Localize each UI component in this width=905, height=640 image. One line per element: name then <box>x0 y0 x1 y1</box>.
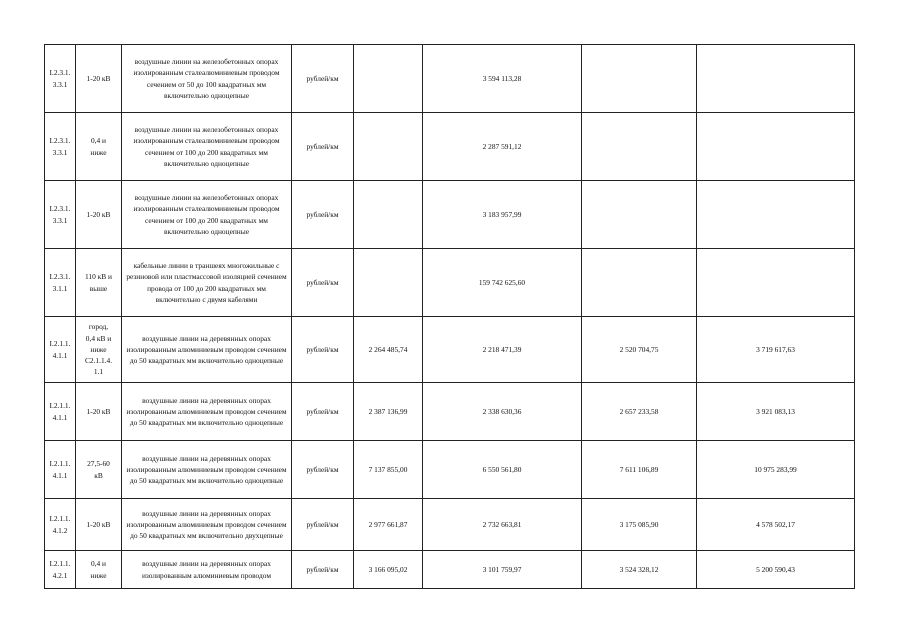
row-value-1 <box>354 113 423 181</box>
row-description: воздушные линии на деревянных опорах изолированным алюминиевым проводом сечением до 50 квадратных мм включительно одноцепные <box>122 441 292 499</box>
row-value-4: 5 200 590,43 <box>697 551 855 589</box>
row-value-3 <box>582 45 697 113</box>
row-value-3: 3 175 085,90 <box>582 499 697 551</box>
row-unit: рублей/км <box>292 249 354 317</box>
table-row <box>45 441 855 499</box>
row-code: I.2.3.1. 3.3.1 <box>45 45 76 113</box>
row-unit: рублей/км <box>292 317 354 383</box>
row-value-3: 2 520 704,75 <box>582 317 697 383</box>
row-unit: рублей/км <box>292 383 354 441</box>
row-value-4: 3 921 083,13 <box>697 383 855 441</box>
table-row <box>45 383 855 441</box>
row-value-3 <box>582 113 697 181</box>
row-value-4 <box>697 45 855 113</box>
row-description: воздушные линии на деревянных опорах изолированным алюминиевым проводом сечением до 50 квадратных мм включительно одноцепные <box>122 383 292 441</box>
row-voltage: 1-20 кВ <box>76 181 122 249</box>
row-voltage: 1-20 кВ <box>76 45 122 113</box>
row-value-1: 7 137 855,00 <box>354 441 423 499</box>
row-value-1 <box>354 181 423 249</box>
row-value-4 <box>697 113 855 181</box>
row-value-1: 2 977 661,87 <box>354 499 423 551</box>
row-unit: рублей/км <box>292 551 354 589</box>
row-description: воздушные линии на железобетонных опорах изолированным сталеалюминиевым проводом сечением от 50 до 100 квадратных мм включительно одноцепные <box>122 45 292 113</box>
row-unit: рублей/км <box>292 113 354 181</box>
table-row <box>45 113 855 181</box>
row-value-2: 6 550 561,80 <box>423 441 582 499</box>
row-description: воздушные линии на железобетонных опорах изолированным сталеалюминиевым проводом сечением от 100 до 200 квадратных мм включительно одноцепные <box>122 181 292 249</box>
row-code: I.2.1.1. 4.1.2 <box>45 499 76 551</box>
row-unit: рублей/км <box>292 441 354 499</box>
row-code: I.2.3.1. 3.3.1 <box>45 181 76 249</box>
row-description: воздушные линии на деревянных опорах изолированным алюминиевым проводом <box>122 551 292 589</box>
row-voltage: 0,4 и ниже <box>76 113 122 181</box>
row-value-4: 4 578 502,17 <box>697 499 855 551</box>
row-value-3: 3 524 328,12 <box>582 551 697 589</box>
row-value-2: 3 183 957,99 <box>423 181 582 249</box>
row-value-3 <box>582 249 697 317</box>
row-value-4 <box>697 181 855 249</box>
table-row <box>45 249 855 317</box>
row-code: I.2.1.1. 4.1.1 <box>45 317 76 383</box>
row-voltage: 1-20 кВ <box>76 499 122 551</box>
row-value-1 <box>354 249 423 317</box>
row-code: I.2.1.1. 4.1.1 <box>45 383 76 441</box>
row-value-2: 2 732 663,81 <box>423 499 582 551</box>
row-unit: рублей/км <box>292 499 354 551</box>
row-voltage: 0,4 и ниже <box>76 551 122 589</box>
row-voltage: 27,5-60 кВ <box>76 441 122 499</box>
row-value-2: 2 218 471,39 <box>423 317 582 383</box>
row-value-4: 3 719 617,63 <box>697 317 855 383</box>
row-value-2: 2 338 630,36 <box>423 383 582 441</box>
row-description: воздушные линии на железобетонных опорах изолированным сталеалюминиевым проводом сечением от 100 до 200 квадратных мм включительно одноцепные <box>122 113 292 181</box>
table-row <box>45 181 855 249</box>
table-row <box>45 45 855 113</box>
row-value-2: 3 594 113,28 <box>423 45 582 113</box>
row-value-1: 2 264 485,74 <box>354 317 423 383</box>
row-description: кабельные линии в траншеях многожильные с резиновой или пластмассовой изоляцией сечением провода от 100 до 200 квадратных мм включительно с двумя кабелями <box>122 249 292 317</box>
row-code: I.2.3.1. 3.3.1 <box>45 113 76 181</box>
row-value-4: 10 975 283,99 <box>697 441 855 499</box>
row-code: I.2.1.1. 4.2.1 <box>45 551 76 589</box>
row-value-2: 159 742 625,60 <box>423 249 582 317</box>
row-value-4 <box>697 249 855 317</box>
row-unit: рублей/км <box>292 181 354 249</box>
table-row <box>45 317 855 383</box>
row-description: воздушные линии на деревянных опорах изолированным алюминиевым проводом сечением до 50 квадратных мм включительно одноцепные <box>122 317 292 383</box>
row-code: I.2.1.1. 4.1.1 <box>45 441 76 499</box>
row-description: воздушные линии на деревянных опорах изолированным алюминиевым проводом сечением до 50 квадратных мм включительно двухцепные <box>122 499 292 551</box>
rates-table <box>44 44 855 589</box>
row-value-3 <box>582 181 697 249</box>
row-value-1: 2 387 136,99 <box>354 383 423 441</box>
row-unit: рублей/км <box>292 45 354 113</box>
row-voltage: 110 кВ и выше <box>76 249 122 317</box>
row-code: I.2.3.1. 3.1.1 <box>45 249 76 317</box>
row-voltage: город, 0,4 кВ и ниже С2.1.1.4. 1.1 <box>76 317 122 383</box>
table-body <box>45 45 855 589</box>
row-value-2: 2 287 591,12 <box>423 113 582 181</box>
row-value-1: 3 166 095,02 <box>354 551 423 589</box>
row-value-2: 3 101 759,97 <box>423 551 582 589</box>
row-voltage: 1-20 кВ <box>76 383 122 441</box>
table-row <box>45 499 855 551</box>
table-row <box>45 551 855 589</box>
row-value-1 <box>354 45 423 113</box>
row-value-3: 2 657 233,58 <box>582 383 697 441</box>
row-value-3: 7 611 106,89 <box>582 441 697 499</box>
